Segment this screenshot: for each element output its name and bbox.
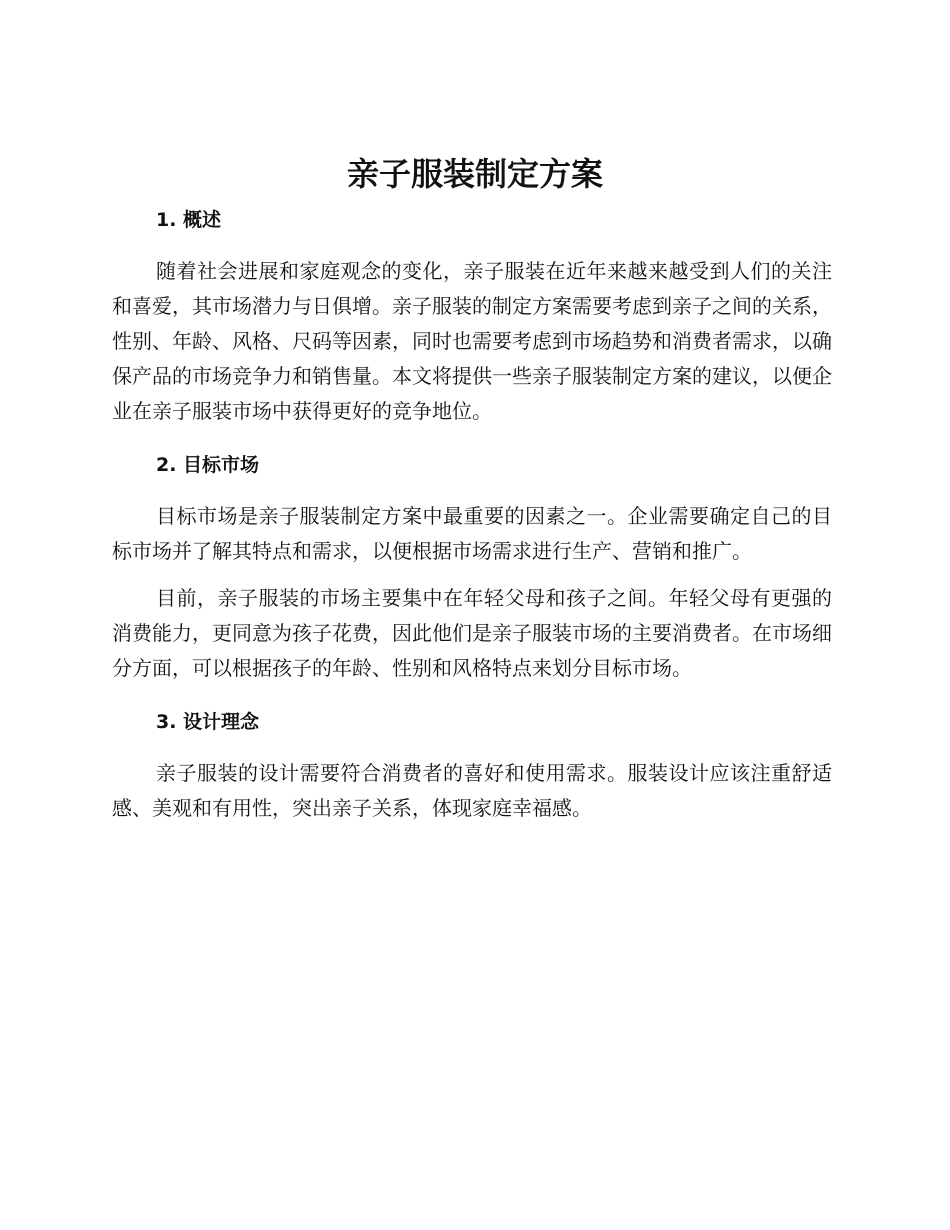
document-body — [112, 200, 832, 826]
section-heading-design-concept: 3. 设计理念 — [156, 711, 260, 733]
document-title: 亲子服装制定方案 — [346, 155, 603, 193]
paragraph-design-concept: 亲子服装的设计需要符合消费者的喜好和使用需求。服装设计应该注重舒适感、美观和有用性，突出亲子关系，体现家庭幸福感。 — [112, 761, 832, 820]
paragraph-overview: 随着社会进展和家庭观念的变化，亲子服装在近年来越来越受到人们的关注和喜爱，其市场潜力与日俱增。亲子服装的制定方案需要考虑到亲子之间的关系，性别、年龄、风格、尺码等因素，同时也需要考虑到市场趋势和消费者需求，以确保产品的市场竞争力和销售量。本文将提供一些亲子服装制定方案的建议，以便企业在亲子服装市场中获得更好的竞争地位。 — [112, 259, 832, 423]
section-heading-overview: 1. 概述 — [156, 209, 222, 231]
paragraph-target-market-2: 目前，亲子服装的市场主要集中在年轻父母和孩子之间。年轻父母有更强的消费能力，更同意为孩子花费，因此他们是亲子服装市场的主要消费者。在市场细分方面，可以根据孩子的年龄、性别和风格特点来划分目标市场。 — [112, 586, 832, 680]
paragraph-target-market-1: 目标市场是亲子服装制定方案中最重要的因素之一。企业需要确定自己的目标市场并了解其特点和需求，以便根据市场需求进行生产、营销和推广。 — [112, 504, 832, 563]
section-heading-target-market: 2. 目标市场 — [156, 454, 260, 476]
